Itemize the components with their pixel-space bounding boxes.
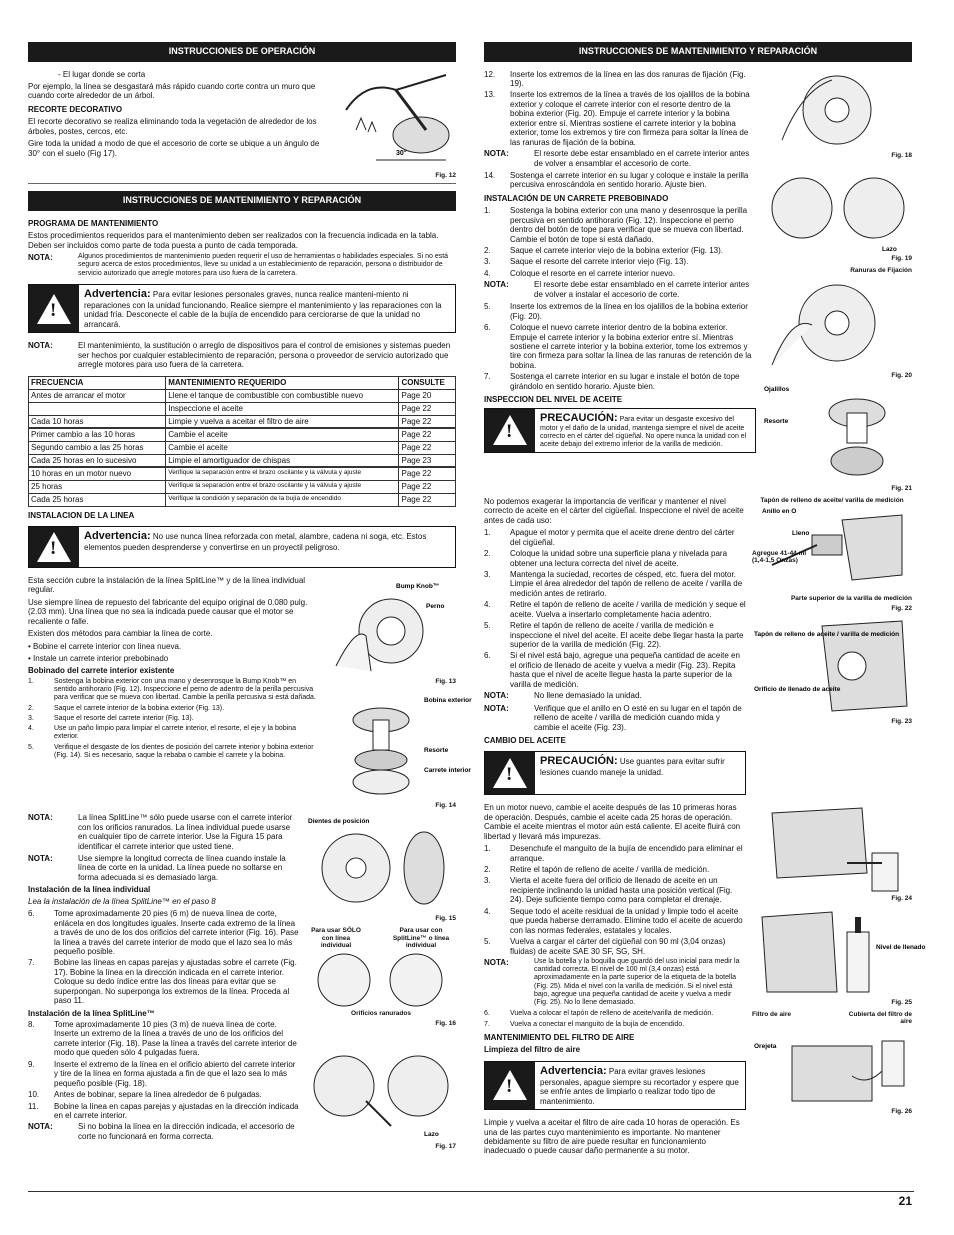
fig17-label: Lazo — [424, 1131, 439, 1139]
fig26-label-1: Filtro de aire — [752, 1010, 792, 1018]
step-num: 3. — [484, 257, 491, 267]
step-text: Desenchufe el manguito de la bujía de encendido para eliminar el arranque. — [510, 844, 743, 863]
step-item — [484, 302, 756, 321]
step-text: Si el nivel está bajo, agregue una pequeña cantidad de aceite en el orificio de llenado de aceite y vuelva a medir (Fig. 23). Repita hasta que el nivel de aceite llegue hasta la parte superior de la varilla de medición. — [510, 651, 740, 689]
note2: El mantenimiento, la sustitución o arreglo de dispositivos para el control de emisiones y sistemas pueden ser hechos por cualquier establecimiento de reparación, persona o proveedor de servicio autorizado que arregle motores para uso fuera de la carretera. — [78, 341, 451, 370]
step-num: 4. — [484, 906, 491, 916]
step-item — [484, 651, 746, 689]
split-title: Instalación de la línea SplitLine™ — [28, 1008, 155, 1018]
note-label: NOTA: — [28, 253, 53, 263]
page-number: 21 — [898, 1194, 912, 1208]
warning-box-1 — [28, 284, 456, 333]
step-text: Verifique el desgaste de los dientes de posición del carrete interior y bobina exterior (Fig. 14). Si es necesario, saque la rebaba o cambie el carrete y la bobina. — [54, 743, 314, 759]
fig12-illustration — [336, 70, 456, 170]
table-cell: Page 22 — [399, 480, 456, 493]
right-column — [484, 42, 926, 1159]
fig24-caption: Fig. 24 — [891, 895, 912, 903]
step-num: 1. — [484, 844, 491, 854]
note-label: NOTA: — [484, 149, 509, 159]
step-text: Inserte los extremos de la línea en los ojalillos de la bobina exterior (Fig. 20). — [510, 302, 748, 321]
fig23-label-2: Orificio de llenado de aceite — [754, 686, 841, 694]
note-label: NOTA: — [484, 280, 509, 290]
warning-text: Para evitar lesiones personales graves, nunca realice manteni-miento ni reparaciones con la unidad funcionando. Realice siempre el mantenimiento y las reparaciones con la unidad fría. Desconecte el cable de la bujía de encendido para cerciorarse de que la unidad no arrancará. — [84, 289, 442, 329]
warning-title: Advertencia: — [84, 287, 151, 300]
caution-text: Use guantes para evitar sufrir lesiones cuando maneje la unidad. — [540, 757, 725, 778]
note5: Si no bobina la línea en la dirección indicada, el accesorio de corte no funcionará en forma correcta. — [78, 1122, 295, 1141]
step-text: Retire el tapón de relleno de aceite / varilla de medición. — [510, 865, 710, 875]
note6: El resorte debe estar ensamblado en el carrete interior antes de volver a ensamblar el accesorio de corte. — [534, 149, 750, 168]
step-num: 3. — [484, 876, 491, 886]
fig20-caption: Fig. 20 — [891, 371, 912, 379]
step-num: 1. — [484, 206, 491, 216]
table-cell: Cada 25 horas en lo sucesivo — [29, 454, 166, 467]
step-text: Inserte los extremos de la línea a través de los ojalillos de la bobina exterior y coloque el carrete interior con el resorte dentro de la bobina exterior (Fig. 20). Empuje el carrete interior y la bobina exterior entre sí. Mientras sostiene el carrete interior y la bobina exterior, tome los extremos y tire con firmeza para soltar la línea de las ranuras de fijación de la bobina. — [510, 90, 750, 147]
table-cell: Cambie el aceite — [166, 441, 399, 454]
pre-title: INSTALACIÓN DE UN CARRETE PREBOBINADO — [484, 193, 669, 203]
fig19-label: Lazo — [882, 246, 897, 254]
table-row — [29, 467, 456, 480]
step-text: Sostenga la bobina exterior con una mano y desenrosque la Bump Knob™ en sentido antihorario (Fig. 12). Inspeccione el perno de adentro de la perilla percusiva para verificar que se mueva con libertad. Cambie la perilla percusiva si está dañada. — [54, 677, 316, 702]
table-cell: Antes de arrancar el motor — [29, 389, 166, 402]
step-item — [484, 206, 756, 244]
note-label: NOTA: — [484, 691, 509, 701]
note10: Use la botella y la boquilla que guardó del uso inicial para medir la cantidad correcta. El nivel de 100 ml (3,4 onzas) está aproximadamente en la parte superior de la etiqueta de la botella (Fig. 25). Mida el nivel con la varilla de medición. Si el nivel está bajo, agregue una pequeña cantidad de aceite y vuelva a medir (Fig. 25). No lo llene demasiado. — [534, 957, 740, 1007]
table-row — [29, 493, 456, 506]
table-cell: Page 23 — [399, 454, 456, 467]
fig22-caption: Fig. 22 — [891, 604, 912, 612]
fig23-label-1: Tapón de relleno de aceite / varilla de medición — [754, 631, 900, 639]
step-text: Tome aproximadamente 20 pies (6 m) de nueva línea de corte, enlácela en dos longitudes iguales. Inserte cada extremo de la línea a través de uno de los dos orificios del carrete interior (Fig. 16). Pase la línea a través del carrete interior de modo que el lazo sea lo más pequeño posible. — [54, 909, 299, 956]
warning-box-2 — [28, 526, 456, 568]
step-num: 6. — [28, 909, 35, 919]
chg-title: CAMBIO DEL ACEITE — [484, 735, 566, 745]
step-text: Use un paño limpio para limpiar el carrete interior, el resorte, el eje y la bobina exterior. — [54, 725, 297, 741]
step-num: 7. — [28, 958, 35, 968]
program-text: Estos procedimientos requeridos para el mantenimiento deben ser realizados con la frecuencia indicada en la tabla. Deben ser incluidos como parte de toda puesta a punto de cada temporada. — [28, 231, 439, 250]
fig21-label-2: Resorte — [764, 418, 789, 426]
fig26-label-2: Cubierta del filtro de aire — [848, 1010, 912, 1026]
left-column — [28, 42, 472, 1155]
step-item — [484, 257, 756, 266]
step-item — [484, 876, 746, 904]
table-row — [29, 428, 456, 441]
footer-line — [28, 1191, 914, 1192]
fig16-label-3: Orificios ranurados — [351, 1009, 411, 1017]
line-title: INSTALACION DE LA LINEA — [28, 510, 135, 520]
step-num: 5. — [484, 621, 491, 631]
line-p1: Esta sección cubre la instalación de la línea SplitLine™ y de la línea individual regular. — [28, 575, 306, 595]
fig18-caption: Fig. 18 — [891, 151, 912, 159]
warning-icon: ! — [29, 527, 79, 567]
note-label: NOTA: — [28, 341, 53, 351]
ind-title: Instalación de la línea individual — [28, 885, 151, 895]
program-title: PROGRAMA DE MANTENIMIENTO — [28, 218, 159, 228]
note9: Verifique que el anillo en O esté en su lugar en el tapón de relleno de aceite / varilla de medición cuando mida y cambie el aceite (Fig. 23). — [534, 703, 742, 732]
table-cell: Verifique la condición y separación de la bujía de encendido — [166, 493, 399, 506]
step-text: Inserte los extremos de la línea en las dos ranuras de fijación (Fig. 19). — [510, 69, 746, 89]
step-num: 3. — [484, 569, 491, 579]
step-num: 10. — [28, 1090, 40, 1100]
fig24-26-illustration — [752, 803, 926, 1158]
step-item — [484, 528, 746, 547]
step-item — [484, 1021, 746, 1029]
table-cell: Primer cambio a las 10 horas — [29, 428, 166, 441]
decor-p1: El recorte decorativo se realiza eliminando toda la vegetación de alrededor de los árboles, postes, cercos, etc. — [28, 117, 317, 136]
step-num: 4. — [484, 268, 491, 278]
step-text: Saque el carrete interior viejo de la bobina exterior (Fig. 13). — [510, 246, 723, 256]
step-text: Coloque el resorte en el carrete interior nuevo. — [510, 268, 675, 278]
table-row — [29, 454, 456, 467]
step-num: 14. — [484, 170, 496, 180]
fig13-label-2: Perno — [426, 602, 445, 610]
table-cell: Page 22 — [399, 415, 456, 428]
step-item — [484, 70, 756, 89]
step-item — [28, 1102, 300, 1121]
fig12-angle: 30° — [396, 149, 407, 157]
step-item — [484, 844, 746, 863]
table-header: MANTENIMIENTO REQUERIDO — [166, 376, 399, 389]
line-p3: Existen dos métodos para cambiar la línea de corte. — [28, 629, 213, 639]
fig16-label-1: Para usar SÓLO con línea individual — [311, 926, 361, 950]
step-num: 13. — [484, 90, 496, 100]
fig14-label-2: Resorte — [424, 746, 449, 754]
note8: No llene demasiado la unidad. — [534, 691, 642, 701]
step-item — [484, 246, 756, 255]
table-cell: 25 horas — [29, 480, 166, 493]
caution-text: Para evitar un desgaste excesivo del motor y el daño de la unidad, mantenga siempre el nivel de aceite correcto en el cárter del cigüeñal. No opere nunca la unidad con el aceite debajo del extremo inferior de la varilla de medición. — [540, 415, 747, 449]
warning-title: Advertencia: — [540, 1064, 607, 1077]
step-num: 11. — [28, 1101, 39, 1111]
table-header: CONSULTE — [399, 376, 456, 389]
fig20-label: Ranuras de Fijación — [850, 266, 912, 274]
filt-title: MANTENIMIENTO DEL FILTRO DE AIRE — [484, 1032, 635, 1042]
step-item — [28, 715, 320, 723]
note-label: NOTA: — [484, 703, 509, 713]
step-num: 5. — [484, 302, 491, 312]
step-num: 12. — [484, 69, 496, 79]
ind-sub: Lea la instalación de la línea SplitLine™ en el paso 8 — [28, 896, 216, 906]
caution-box-2 — [484, 751, 746, 795]
step-text: Apague el motor y permita que el aceite drene dentro del cárter del cigüeñal. — [510, 528, 735, 547]
warning-title: Advertencia: — [84, 529, 151, 542]
step-text: Bobine la línea en capas parejas y ajustadas en la dirección indicada en el carrete interior. — [54, 1101, 299, 1120]
op-example: Por ejemplo, la línea se desgastará más rápido cuando corte contra un muro que cuando corte alrededor de un árbol. — [28, 82, 316, 101]
step-num: 6. — [484, 1010, 490, 1018]
table-cell: Page 22 — [399, 428, 456, 441]
warning-text: Para evitar graves lesiones personales, apague siempre su recortador y espere que se enfríe antes de limpiarlo o realizar todo tipo de mantenimiento. — [540, 1066, 739, 1106]
step-num: 7. — [484, 372, 491, 382]
step-text: Mantenga la suciedad, recortes de césped, etc. fuera del motor. Limpie el área alrededor del tapón de relleno de aceite / varilla de medición antes de retirarlo. — [510, 569, 743, 598]
fig25-label: Nivel de llenado — [876, 944, 926, 952]
warning-box-3 — [484, 1061, 746, 1110]
step-text: Coloque el nuevo carrete interior dentro de la bobina exterior. Empuje el carrete interior y la bobina exterior entre sí. Mientras sostiene el carrete interior y la bobina exterior, tome los extremos y tire con firmeza para soltar la línea de las ranuras de retención de la bobina. — [510, 323, 752, 370]
fig21-label-1: Ojalillos — [764, 386, 790, 394]
note4: Use siempre la longitud correcta de línea cuando instale la línea de corte en la unidad. La línea puede no soltarse en forma adecuada si es demasiado larga. — [78, 854, 286, 882]
step-item — [484, 907, 746, 935]
table-cell: 10 horas en un motor nuevo — [29, 467, 166, 480]
note-label: NOTA: — [484, 957, 509, 967]
step-item — [28, 744, 320, 761]
step-item — [484, 600, 746, 619]
step-item — [28, 1020, 300, 1058]
step-item — [28, 725, 320, 742]
decor-title: RECORTE DECORATIVO — [28, 104, 123, 114]
step-num: 9. — [28, 1059, 35, 1069]
note1: Algunos procedimientos de mantenimiento pueden requerir el uso de herramientas o habilidades especiales. Si no está seguro acerca de estos procedimientos, lleve su unidad a un establecimiento de reparación, persona o distribuidor de servicio autorizado que arregle motores para uso fuera de la carretera. — [78, 253, 449, 277]
op-place: - El lugar donde se corta — [58, 69, 146, 79]
line-b1: • Bobine el carrete interior con línea nueva. — [28, 641, 182, 651]
fig17-caption: Fig. 17 — [435, 1143, 456, 1151]
step-num: 5. — [484, 937, 491, 947]
step-item — [484, 323, 756, 370]
step-text: Sostenga el carrete interior en su lugar y coloque e instale la perilla percusiva enroscándola en sentido horario. Ajuste bien. — [510, 170, 749, 190]
table-cell: Limpie y vuelva a aceitar el filtro de aire — [166, 415, 399, 428]
table-cell: Page 22 — [399, 493, 456, 506]
step-item — [484, 937, 746, 956]
step-num: 8. — [28, 1020, 35, 1030]
maintenance-header-left: INSTRUCCIONES DE MANTENIMIENTO Y REPARACIÓN — [28, 191, 456, 211]
line-b2: • Instale un carrete interior prebobinado — [28, 654, 169, 664]
step-num: 2. — [484, 246, 491, 256]
fig23-caption: Fig. 23 — [891, 718, 912, 726]
warning-icon: ! — [485, 1062, 535, 1109]
step-item — [484, 1010, 746, 1018]
table-cell: Cambie el aceite — [166, 428, 399, 441]
caution-icon: ! — [485, 409, 535, 453]
fig13-14-illustration — [326, 576, 472, 813]
step-num: 6. — [484, 651, 491, 661]
fig22-label-2: Anillo en O — [762, 507, 797, 515]
step-text: Coloque la unidad sobre una superficie plana y nivelada para obtener una lectura correcta del nivel de aceite. — [510, 549, 728, 568]
fig25-caption: Fig. 25 — [891, 999, 912, 1007]
step-text: Vuelva a cargar el cárter del cigüeñal con 90 ml (3,04 onzas) fluidas) de aceite SAE 30 SF, SG, SH. — [510, 937, 726, 956]
fig12-caption: Fig. 12 — [435, 171, 456, 179]
maintenance-table — [28, 376, 456, 507]
operation-header: INSTRUCCIONES DE OPERACIÓN — [28, 42, 456, 62]
table-cell: Page 22 — [399, 441, 456, 454]
filt-p: Limpie y vuelva a aceitar el filtro de aire cada 10 horas de operación. Es una de las partes cuyo mantenimiento es importante. No mantener debidamente su filtro de aire puede resultar en funcionamiento inadecuado o puede causar daño permanente a su motor. — [484, 1118, 740, 1156]
table-row — [29, 480, 456, 493]
step-num: 7. — [484, 1020, 490, 1028]
warning-icon: ! — [29, 285, 79, 332]
table-cell: Cada 10 horas — [29, 415, 166, 428]
step-text: Vierta el aceite fuera del orificio de llenado de aceite en un recipiente inclinando la unidad hasta una posición vertical (Fig. 24). Deje suficiente tiempo como para completar el drenaje. — [510, 876, 733, 905]
step-text: Antes de bobinar, separe la línea alrededor de 6 pulgadas. — [54, 1090, 262, 1100]
step-item — [484, 865, 746, 874]
step-text: Retire el tapón de relleno de aceite / varilla de medición y seque el aceite. Vuelva a insertarlo completamente hacia adentro. — [510, 600, 746, 619]
fig16-label-2: Para usar con SplitLine™ o línea individual — [392, 926, 450, 950]
decor-p2: Gire toda la unidad a modo de que el accesorio de corte se ubique a un ángulo de 30° con el suelo (Fig 17). — [28, 139, 320, 158]
table-row — [29, 441, 456, 454]
step-text: Seque todo el aceite residual de la unidad y limpie todo el aceite que pueda haberse derramado. Elimine todo el aceite de acuerdo con las normas federales, estatales y locales. — [510, 906, 743, 935]
step-text: Saque el resorte del carrete interior viejo (Fig. 13). — [510, 257, 689, 267]
fig15-label: Dientes de posición — [308, 818, 370, 826]
step-text: Sostenga el carrete interior en su lugar e instale el botón de tope girándolo en sentido horario. Ajuste bien. — [510, 372, 740, 391]
step-num: 1. — [484, 528, 491, 538]
fig22-label-5: Parte superior de la varilla de medición — [790, 594, 912, 602]
table-row — [29, 415, 456, 428]
fig15-17-illustration — [306, 813, 456, 1155]
fig22-label-3: Lleno — [792, 529, 810, 537]
note3: La línea SplitLine™ sólo puede usarse con el carrete interior con los orificios ranurados. La línea individual puede usarse en cualquier tipo de carrete interior. Use la Figura 15 para identificar el carrete interior que usted tiene. — [78, 813, 293, 851]
step-text: Bobine las líneas en capas parejas y ajustadas sobre el carrete (Fig. 17). Bobine la línea en la dirección indicada en el carrete interior. Coloque su dedo índice entre las dos líneas para evitar que se superpongan. No superponga los extremos de la línea. Proceda al paso 11. — [54, 958, 297, 1006]
fig16-caption: Fig. 16 — [435, 1019, 456, 1027]
step-item — [484, 372, 756, 391]
fig19-caption: Fig. 19 — [891, 255, 912, 263]
step-text: Sostenga la bobina exterior con una mano y desenrosque la perilla percusiva en sentido antihorario (Fig. 12). Inspeccione el perno dentro del botón de tope para verificar que se mueva con libertad. Cambie el botón de tope si está dañado. — [510, 206, 748, 244]
step-item — [484, 570, 746, 598]
step-num: 5. — [28, 743, 34, 751]
table-cell: Segundo cambio a las 25 horas — [29, 441, 166, 454]
step-item — [484, 90, 756, 147]
table-cell: Verifique la separación entre el brazo oscilante y la válvula y ajuste — [166, 467, 399, 480]
fig22-label-1: Tapón de relleno de aceite/ varilla de medición — [760, 496, 904, 504]
step-text: Saque el carrete interior de la bobina exterior (Fig. 13). — [54, 704, 225, 712]
insp-title: INSPECCION DEL NIVEL DE ACEITE — [484, 395, 623, 405]
insp-p: No podemos exagerar la importancia de verificar y mantener el nivel correcto de aceite en el cárter del cigüeñal. Inspeccione el nivel de aceite antes de cada uso: — [484, 496, 744, 525]
step-item — [28, 705, 320, 713]
step-item — [484, 269, 756, 278]
step-item — [28, 909, 300, 956]
warning-text: No use nunca línea reforzada con metal, alambre, cadena ni soga, etc. Estos elementos pueden desprenderse y convertirse en un proyectil peligroso. — [84, 531, 427, 552]
step-item — [28, 1090, 300, 1099]
note-label: NOTA: — [28, 1122, 53, 1132]
step-text: Inserte el extremo de la línea en el orificio abierto del carrete interior y tire de la línea en forma ajustada a fin de que el lazo sea lo más pequeño posible (Fig. 18). — [54, 1059, 296, 1088]
table-cell — [29, 402, 166, 415]
step-num: 4. — [484, 600, 491, 610]
step-item — [28, 1060, 300, 1088]
fig21-caption: Fig. 21 — [891, 485, 912, 493]
fig14-label-3: Carrete interior — [424, 766, 471, 774]
step-text: Retire el tapón de relleno de aceite / varilla de medición e inspeccione el nivel del aceite. El aceite debe llegar hasta la parte superior de la varilla de medición (Fig. 22). — [510, 621, 744, 650]
fig15-caption: Fig. 15 — [435, 915, 456, 923]
step-num: 4. — [28, 725, 34, 733]
step-item — [28, 678, 320, 703]
filt-sub: Limpieza del filtro de aire — [484, 1045, 581, 1055]
table-row — [29, 389, 456, 402]
line-p2: Use siempre línea de repuesto del fabricante del equipo original de 0.080 pulg. (2.03 mm). Una línea que no sea la indicada puede causar que el motor se recaliente o falle. — [28, 597, 308, 626]
step-num: 1. — [28, 677, 34, 685]
step-text: Vuelva a colocar el tapón de relleno de aceite/varilla de medición. — [510, 1010, 714, 1018]
step-item — [484, 621, 746, 649]
caution-title: PRECAUCIÓN: — [540, 755, 618, 768]
table-row — [29, 402, 456, 415]
fig22-label-4: Agregue 41-44 ml (1,4-1,5 Onzas) — [752, 549, 807, 565]
step-text: Vuelva a conectar el manguito de la bujía de encendido. — [510, 1020, 685, 1028]
table-cell: Verifique la separación entre el brazo oscilante y la válvula y ajuste — [166, 480, 399, 493]
chg-p: En un motor nuevo, cambie el aceite después de las 10 primeras horas de operación. Después, cambie el aceite cada 25 horas de operación. Cambie el aceite mientras el motor aún está caliente. El aceite fluirá con libertad y llevará más impurezas. — [484, 803, 741, 841]
note-label: NOTA: — [28, 854, 53, 864]
fig26-caption: Fig. 26 — [891, 1108, 912, 1116]
step-num: 2. — [484, 865, 491, 875]
step-item — [484, 549, 746, 568]
step-text: Tome aproximadamente 10 pies (3 m) de nueva línea de corte. Inserte un extremo de la línea a través de uno de los orificios del carrete interior (Fig. 18). Pase la línea a través del carrete interior de modo que queden sólo 4 pulgadas fuera. — [54, 1020, 297, 1058]
caution-icon: ! — [485, 752, 535, 794]
step-item — [28, 958, 300, 1005]
note-label: NOTA: — [28, 813, 53, 823]
table-header: FRECUENCIA — [29, 376, 166, 389]
table-cell: Page 22 — [399, 402, 456, 415]
fig18-21-illustration — [762, 70, 912, 497]
table-cell: Page 20 — [399, 389, 456, 402]
note7: El resorte debe estar ensamblado en el carrete interior antes de volver a instalar el accesorio de corte. — [534, 280, 750, 299]
step-num: 6. — [484, 323, 491, 333]
fig13-label-1: Bump Knob™ — [396, 582, 440, 590]
fig14-caption: Fig. 14 — [435, 801, 456, 809]
table-cell: Page 22 — [399, 467, 456, 480]
fig14-label-1: Bobina exterior — [424, 696, 472, 704]
table-cell: Inspeccione el aceite — [166, 402, 399, 415]
step-text: Saque el resorte del carrete interior (Fig. 13). — [54, 714, 194, 722]
maintenance-header-right: INSTRUCCIONES DE MANTENIMIENTO Y REPARACIÓN — [484, 42, 912, 62]
caution-title: PRECAUCIÓN: — [540, 411, 618, 424]
step-num: 2. — [28, 704, 34, 712]
table-cell: Cada 25 horas — [29, 493, 166, 506]
divider — [28, 183, 456, 184]
step-num: 2. — [484, 549, 491, 559]
bob-title: Bobinado del carrete interior existente — [28, 666, 175, 676]
table-cell: Limpie el amortiguador de chispas — [166, 454, 399, 467]
table-cell: Llene el tanque de combustible con combustible nuevo — [166, 389, 399, 402]
fig13-caption: Fig. 13 — [435, 677, 456, 685]
fig26-label-3: Orejeta — [754, 1043, 777, 1051]
fig22-23-illustration — [752, 497, 912, 804]
step-num: 3. — [28, 714, 34, 722]
caution-box-1 — [484, 408, 756, 454]
